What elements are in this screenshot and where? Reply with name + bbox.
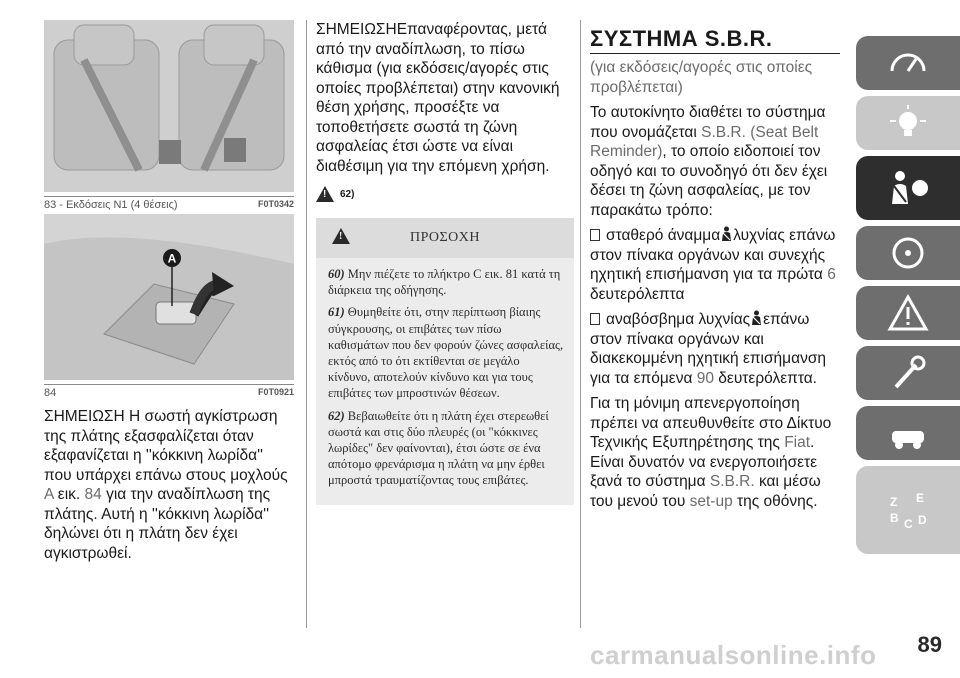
column-right — [590, 0, 842, 511]
note-label: ΣΗΜΕΙΩΣΗ — [44, 408, 125, 425]
tab-warning-lights[interactable] — [856, 286, 960, 340]
light-bulb-icon — [886, 103, 930, 143]
wrench-icon — [886, 353, 930, 393]
checkbox-bullet-icon — [590, 313, 600, 325]
tab-lights[interactable] — [856, 96, 960, 150]
rear-seats-illustration — [44, 20, 294, 192]
footer-watermark: carmanualsonline.info — [590, 640, 877, 670]
sbr-bullet-2: αναβόσβημα λυχνίας επάνω στον πίνακα οργάνων και διακεκομμένη ηχητική επισήμανση για τα επόμενα 90 δευτερόλεπτα. — [590, 311, 827, 387]
seatbelt-warning-icon — [720, 226, 733, 242]
section-title: ΣΥΣΤΗΜΑ S.B.R. — [590, 26, 840, 54]
sbr-section — [590, 58, 842, 511]
warning-reference: ! 62) — [316, 186, 574, 202]
callout-a-label: A — [167, 251, 177, 266]
figure-84-seatback-lever — [44, 214, 294, 380]
caution-item: 60) Μην πιέζετε το πλήκτρο C εικ. 81 κατά τη διάρκεια της οδήγησης. — [328, 267, 561, 298]
caution-item: 61) Θυμηθείτε ότι, στην περίπτωση βίαιης σύγκρουσης, οι επιβάτες των πίσω καθισμάτων που δεν φορούν ζώνες ασφαλείας, εκτός από το ότι εκτίθενται σε μεγάλο κίνδυνο, αποτελούν κίνδυνο και για τους επιβάτες των μπροστινών θέσεων. — [328, 305, 564, 401]
caution-box — [316, 218, 574, 505]
section-subtitle: (για εκδόσεις/αγορές στις οποίες προβλέπεται) — [590, 59, 813, 96]
caution-warning-icon — [332, 228, 350, 244]
dashboard-gauge-icon — [886, 43, 930, 83]
caution-header — [316, 218, 574, 258]
caution-title: ΠΡΟΣΟΧΗ — [410, 230, 480, 245]
note-paragraph-middle: ΣΗΜΕΙΩΣΗΕπαναφέροντας, μετά από την αναδίπλωση, το πίσω κάθισμα (για εκδόσεις/αγορές στις οποίες προβλέπεται) στην κανονική θέση χρήσης, προσέξτε να τοποθετήσετε σωστά τη ζώνη ασφαλείας έτσι ώστε να είναι διαθέσιμη για την επόμενη χρήση. — [316, 21, 560, 175]
caution-body — [316, 258, 574, 505]
warning-icon — [316, 186, 334, 202]
figure-84-number: 84 — [44, 387, 57, 399]
checkbox-bullet-icon — [590, 229, 600, 241]
svg-text:E: E — [916, 491, 925, 505]
tab-maintenance[interactable] — [856, 406, 960, 460]
column-middle — [316, 20, 574, 505]
svg-text:C: C — [904, 517, 913, 530]
sbr-paragraph-reactivate: Είναι δυνατόν να ενεργοποιήσετε ξανά το σύστημα S.B.R. και μέσω του μενού του set-up της οθόνης. — [590, 453, 821, 510]
steering-wheel-icon — [886, 233, 930, 273]
svg-text:Z: Z — [890, 495, 898, 509]
caution-item: 62) Βεβαιωθείτε ότι η πλάτη έχει στερεωθεί σωστά και στις δύο πλευρές (οι "κόκκινες λωρίδες" δεν φαίνονται), έτσι ώστε σε ένα απότομο φρενάρισμα η πλάτη να μην έρθει μπροστά τραυματίζοντας τους επιβάτες. — [328, 408, 549, 488]
sbr-bullet-1: σταθερό άναμμα λυχνίας επάνω στον πίνακα οργάνων και συνεχής ηχητική επισήμανση για τα πρώτα 6 δευτερόλεπτα — [590, 227, 836, 303]
seatback-lever-illustration — [44, 214, 294, 380]
tab-index[interactable] — [856, 466, 960, 554]
note-paragraph-left: ΣΗΜΕΙΩΣΗ Η σωστή αγκίστρωση της πλάτης εξασφαλίζεται όταν εξαφανίζεται η ''κόκκινη λωρίδα'' που υπάρχει επάνω στους μοχλούς A εικ. 84 για την αναδίπλωση της πλάτης. Αυτή η ''κόκκινη λωρίδα'' δηλώνει ότι η πλάτη δεν έχει αγκιστρωθεί. — [44, 408, 288, 562]
column-separator-2 — [580, 20, 581, 628]
note-label-middle: ΣΗΜΕΙΩΣΗ — [316, 21, 397, 38]
warning-triangle-icon — [886, 293, 930, 333]
figure-83-caption — [44, 196, 294, 211]
tab-emergency[interactable] — [856, 346, 960, 400]
seatbelt-warning-icon — [750, 310, 763, 326]
svg-text:B: B — [890, 511, 899, 525]
figure-83-code: F0T0342 — [257, 199, 294, 209]
column-separator-1 — [306, 20, 307, 628]
sbr-intro: Το αυτοκίνητο διαθέτει το σύστημα που ονομάζεται S.B.R. (Seat Belt Reminder), το οποίο ειδοποιεί τον οδηγό και το συνοδηγό ότι δεν έχει δέσει τη ζώνη ασφαλείας, με τον παρακάτω τρόπο: — [590, 104, 828, 219]
sbr-paragraph-deactivate: Για τη μόνιμη απενεργοποίηση πρέπει να απευθυνθείτε στο Δίκτυο Τεχνικής Εξυπηρέτησης της Fiat. — [590, 395, 832, 451]
figure-83-caption-text: Εκδόσεις N1 (4 θέσεις) — [66, 199, 178, 211]
chapter-tabs — [856, 36, 960, 560]
alphabet-index-icon — [886, 490, 930, 530]
tab-starting[interactable] — [856, 226, 960, 280]
svg-text:D: D — [918, 513, 927, 527]
tab-dashboard[interactable] — [856, 36, 960, 90]
page-number: 89 — [917, 632, 942, 657]
tab-safety[interactable] — [856, 156, 960, 220]
figure-83-number: 83 - — [44, 199, 63, 211]
car-service-icon — [886, 413, 930, 453]
figure-84-caption — [44, 384, 294, 399]
figure-83-rear-seats — [44, 20, 294, 192]
airbag-seatbelt-icon — [886, 168, 930, 208]
figure-84-code: F0T0921 — [257, 387, 294, 397]
